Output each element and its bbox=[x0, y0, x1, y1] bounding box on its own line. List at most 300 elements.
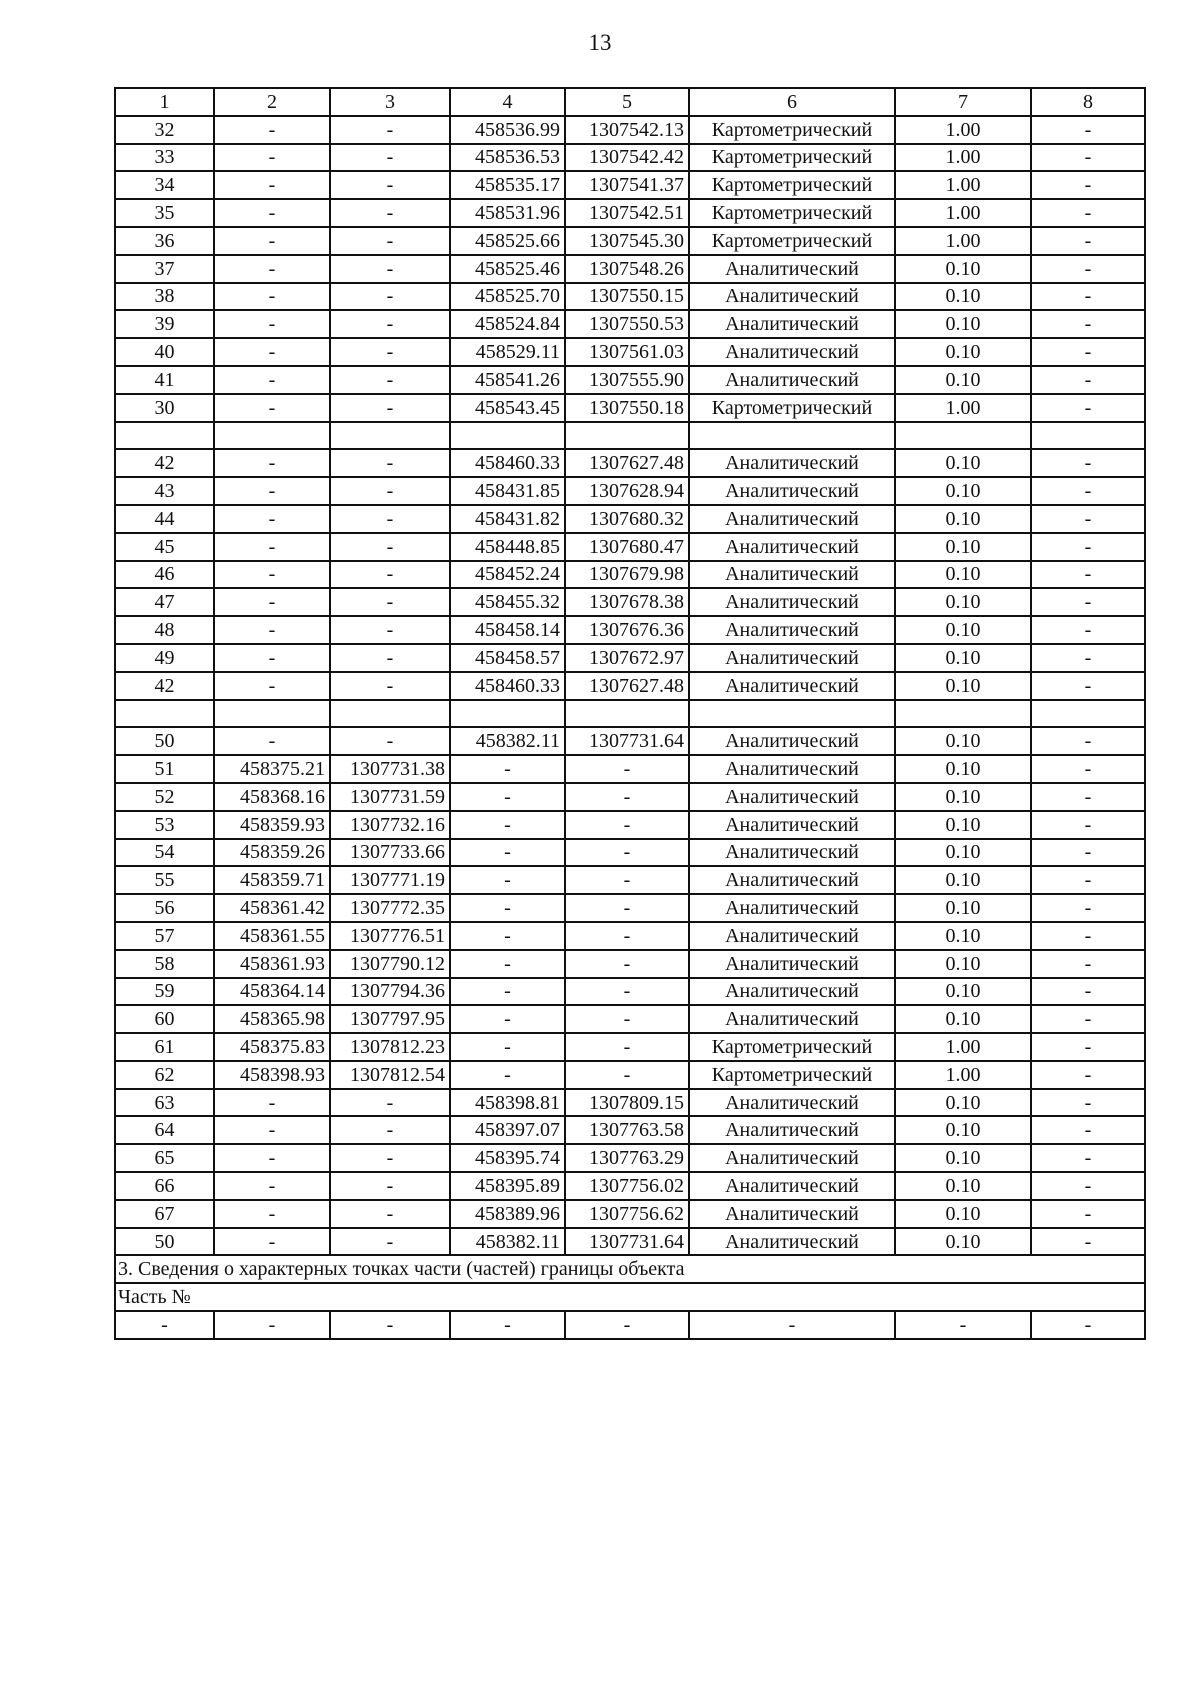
cell-coord-x-old: - bbox=[214, 588, 330, 616]
cell-coord-x-old: 458361.42 bbox=[214, 894, 330, 922]
table-row bbox=[115, 394, 1145, 422]
cell-coord-x: - bbox=[450, 978, 565, 1006]
cell-method: Аналитический bbox=[689, 727, 895, 755]
cell-method: Аналитический bbox=[689, 477, 895, 505]
cell-description: - bbox=[1031, 477, 1145, 505]
cell-description: - bbox=[1031, 588, 1145, 616]
cell-coord-x-old: - bbox=[214, 338, 330, 366]
cell-point-number bbox=[115, 700, 214, 728]
cell-coord-x: - bbox=[450, 839, 565, 867]
header-cell: 6 bbox=[689, 88, 895, 116]
cell-coord-y-old: - bbox=[330, 588, 450, 616]
table-section-row bbox=[115, 1255, 1145, 1283]
cell-coord-y: 1307678.38 bbox=[565, 588, 689, 616]
cell-coord-x-old: - bbox=[214, 1311, 330, 1339]
cell-precision bbox=[895, 422, 1031, 450]
table-row bbox=[115, 588, 1145, 616]
cell-description: - bbox=[1031, 866, 1145, 894]
cell-description bbox=[1031, 422, 1145, 450]
cell-precision: 0.10 bbox=[895, 644, 1031, 672]
cell-coord-x: 458458.14 bbox=[450, 616, 565, 644]
cell-precision: 1.00 bbox=[895, 116, 1031, 144]
cell-method: Аналитический bbox=[689, 533, 895, 561]
cell-point-number: 47 bbox=[115, 588, 214, 616]
cell-description: - bbox=[1031, 283, 1145, 311]
cell-point-number: 41 bbox=[115, 366, 214, 394]
cell-point-number: - bbox=[115, 1311, 214, 1339]
table-row bbox=[115, 950, 1145, 978]
cell-coord-x-old: - bbox=[214, 644, 330, 672]
cell-coord-y: 1307542.42 bbox=[565, 144, 689, 172]
cell-coord-y: 1307627.48 bbox=[565, 449, 689, 477]
table-row bbox=[115, 811, 1145, 839]
table-row bbox=[115, 1089, 1145, 1117]
cell-point-number: 46 bbox=[115, 561, 214, 589]
cell-coord-x: 458395.89 bbox=[450, 1172, 565, 1200]
cell-coord-x-old: - bbox=[214, 727, 330, 755]
cell-method: Аналитический bbox=[689, 338, 895, 366]
cell-method: Аналитический bbox=[689, 449, 895, 477]
table-row bbox=[115, 255, 1145, 283]
cell-precision: 1.00 bbox=[895, 394, 1031, 422]
cell-coord-y: 1307731.64 bbox=[565, 727, 689, 755]
cell-point-number: 35 bbox=[115, 199, 214, 227]
cell-method: Аналитический bbox=[689, 866, 895, 894]
cell-method: Аналитический bbox=[689, 310, 895, 338]
cell-coord-x: 458536.53 bbox=[450, 144, 565, 172]
cell-precision: 0.10 bbox=[895, 978, 1031, 1006]
cell-method: Аналитический bbox=[689, 950, 895, 978]
cell-coord-x-old: - bbox=[214, 672, 330, 700]
cell-description bbox=[1031, 700, 1145, 728]
cell-point-number: 40 bbox=[115, 338, 214, 366]
cell-coord-x: 458525.66 bbox=[450, 227, 565, 255]
cell-coord-x: - bbox=[450, 755, 565, 783]
cell-method: Картометрический bbox=[689, 144, 895, 172]
table-row bbox=[115, 644, 1145, 672]
cell-coord-y: 1307561.03 bbox=[565, 338, 689, 366]
cell-method: Картометрический bbox=[689, 394, 895, 422]
cell-coord-x: - bbox=[450, 894, 565, 922]
cell-precision: 0.10 bbox=[895, 616, 1031, 644]
cell-coord-y: - bbox=[565, 866, 689, 894]
cell-method bbox=[689, 700, 895, 728]
table-row bbox=[115, 477, 1145, 505]
cell-point-number: 63 bbox=[115, 1089, 214, 1117]
cell-precision: 0.10 bbox=[895, 755, 1031, 783]
cell-description: - bbox=[1031, 561, 1145, 589]
cell-coord-y: - bbox=[565, 839, 689, 867]
cell-coord-y: - bbox=[565, 1005, 689, 1033]
cell-coord-x: 458398.81 bbox=[450, 1089, 565, 1117]
cell-point-number: 55 bbox=[115, 866, 214, 894]
cell-method: Картометрический bbox=[689, 1033, 895, 1061]
table-row bbox=[115, 561, 1145, 589]
cell-description: - bbox=[1031, 783, 1145, 811]
cell-coord-x: 458382.11 bbox=[450, 1228, 565, 1256]
cell-description: - bbox=[1031, 1172, 1145, 1200]
cell-coord-y: 1307541.37 bbox=[565, 171, 689, 199]
table-row bbox=[115, 755, 1145, 783]
cell-description: - bbox=[1031, 1144, 1145, 1172]
table-row bbox=[115, 171, 1145, 199]
cell-coord-y-old: 1307733.66 bbox=[330, 839, 450, 867]
cell-precision: 0.10 bbox=[895, 338, 1031, 366]
cell-method: Аналитический bbox=[689, 588, 895, 616]
cell-point-number: 45 bbox=[115, 533, 214, 561]
cell-precision: 1.00 bbox=[895, 1061, 1031, 1089]
cell-coord-x: 458431.85 bbox=[450, 477, 565, 505]
cell-method: Аналитический bbox=[689, 811, 895, 839]
cell-coord-y: - bbox=[565, 950, 689, 978]
cell-point-number: 38 bbox=[115, 283, 214, 311]
cell-coord-x-old: 458364.14 bbox=[214, 978, 330, 1006]
table-row bbox=[115, 449, 1145, 477]
cell-description: - bbox=[1031, 199, 1145, 227]
cell-coord-y-old: 1307790.12 bbox=[330, 950, 450, 978]
cell-precision: 0.10 bbox=[895, 1172, 1031, 1200]
table-row bbox=[115, 700, 1145, 728]
cell-coord-y-old: - bbox=[330, 199, 450, 227]
cell-coord-x: - bbox=[450, 1061, 565, 1089]
cell-method: Картометрический bbox=[689, 171, 895, 199]
cell-point-number: 61 bbox=[115, 1033, 214, 1061]
cell-coord-x-old: - bbox=[214, 366, 330, 394]
cell-coord-y-old: - bbox=[330, 533, 450, 561]
cell-coord-y-old: - bbox=[330, 1311, 450, 1339]
cell-precision: 1.00 bbox=[895, 144, 1031, 172]
cell-method: Аналитический bbox=[689, 644, 895, 672]
cell-coord-y-old: - bbox=[330, 310, 450, 338]
cell-coord-x: - bbox=[450, 866, 565, 894]
cell-method: Аналитический bbox=[689, 839, 895, 867]
cell-coord-y-old: - bbox=[330, 1116, 450, 1144]
cell-point-number: 44 bbox=[115, 505, 214, 533]
cell-coord-x-old: - bbox=[214, 255, 330, 283]
cell-point-number: 58 bbox=[115, 950, 214, 978]
cell-method: Аналитический bbox=[689, 672, 895, 700]
cell-coord-x: 458535.17 bbox=[450, 171, 565, 199]
cell-coord-x: 458389.96 bbox=[450, 1200, 565, 1228]
cell-coord-y: 1307763.29 bbox=[565, 1144, 689, 1172]
table-row bbox=[115, 672, 1145, 700]
cell-coord-y-old: - bbox=[330, 477, 450, 505]
cell-coord-y-old: - bbox=[330, 144, 450, 172]
cell-coord-y-old: 1307794.36 bbox=[330, 978, 450, 1006]
page-number: 13 bbox=[588, 30, 612, 55]
table-row bbox=[115, 338, 1145, 366]
cell-coord-y: 1307680.47 bbox=[565, 533, 689, 561]
table-row bbox=[115, 894, 1145, 922]
cell-precision bbox=[895, 700, 1031, 728]
cell-precision: 0.10 bbox=[895, 1116, 1031, 1144]
cell-coord-x: 458531.96 bbox=[450, 199, 565, 227]
cell-coord-y: - bbox=[565, 755, 689, 783]
cell-coord-x: 458397.07 bbox=[450, 1116, 565, 1144]
cell-point-number: 64 bbox=[115, 1116, 214, 1144]
cell-coord-y-old: - bbox=[330, 644, 450, 672]
table-row bbox=[115, 366, 1145, 394]
cell-precision: 0.10 bbox=[895, 366, 1031, 394]
cell-description: - bbox=[1031, 1089, 1145, 1117]
table-row bbox=[115, 1061, 1145, 1089]
cell-precision: 0.10 bbox=[895, 1144, 1031, 1172]
cell-coord-x: 458395.74 bbox=[450, 1144, 565, 1172]
cell-coord-x: 458541.26 bbox=[450, 366, 565, 394]
cell-coord-x-old: 458365.98 bbox=[214, 1005, 330, 1033]
cell-precision: 0.10 bbox=[895, 533, 1031, 561]
cell-description: - bbox=[1031, 227, 1145, 255]
cell-coord-y-old: - bbox=[330, 338, 450, 366]
cell-coord-x-old: - bbox=[214, 283, 330, 311]
cell-coord-y: 1307548.26 bbox=[565, 255, 689, 283]
cell-coord-y-old: 1307731.38 bbox=[330, 755, 450, 783]
cell-point-number: 56 bbox=[115, 894, 214, 922]
cell-description: - bbox=[1031, 1005, 1145, 1033]
cell-coord-x-old: - bbox=[214, 116, 330, 144]
cell-method: Аналитический bbox=[689, 1144, 895, 1172]
cell-precision: 0.10 bbox=[895, 922, 1031, 950]
cell-precision: 0.10 bbox=[895, 477, 1031, 505]
cell-coord-y: - bbox=[565, 894, 689, 922]
cell-coord-y-old: - bbox=[330, 1172, 450, 1200]
header-cell: 3 bbox=[330, 88, 450, 116]
cell-coord-y-old: - bbox=[330, 116, 450, 144]
cell-coord-x: 458455.32 bbox=[450, 588, 565, 616]
cell-coord-x-old: 458375.21 bbox=[214, 755, 330, 783]
cell-coord-x-old: 458398.93 bbox=[214, 1061, 330, 1089]
cell-method: Аналитический bbox=[689, 1116, 895, 1144]
cell-point-number: 33 bbox=[115, 144, 214, 172]
cell-method: Аналитический bbox=[689, 1005, 895, 1033]
cell-coord-x: - bbox=[450, 811, 565, 839]
cell-coord-y: 1307542.13 bbox=[565, 116, 689, 144]
table-row bbox=[115, 1033, 1145, 1061]
cell-coord-y bbox=[565, 422, 689, 450]
cell-description: - bbox=[1031, 449, 1145, 477]
cell-coord-y-old: - bbox=[330, 366, 450, 394]
cell-coord-y-old: - bbox=[330, 616, 450, 644]
cell-description: - bbox=[1031, 978, 1145, 1006]
table-row bbox=[115, 422, 1145, 450]
cell-coord-x-old: - bbox=[214, 1144, 330, 1172]
cell-coord-y-old: - bbox=[330, 1089, 450, 1117]
cell-precision: 0.10 bbox=[895, 1200, 1031, 1228]
table-body bbox=[115, 88, 1145, 1339]
cell-point-number: 36 bbox=[115, 227, 214, 255]
cell-description: - bbox=[1031, 1061, 1145, 1089]
cell-description: - bbox=[1031, 338, 1145, 366]
cell-coord-y: 1307542.51 bbox=[565, 199, 689, 227]
cell-point-number: 34 bbox=[115, 171, 214, 199]
cell-coord-x-old: 458368.16 bbox=[214, 783, 330, 811]
cell-coord-y-old: - bbox=[330, 171, 450, 199]
cell-coord-y: 1307555.90 bbox=[565, 366, 689, 394]
cell-coord-y: 1307627.48 bbox=[565, 672, 689, 700]
cell-method: Картометрический bbox=[689, 199, 895, 227]
table-row bbox=[115, 839, 1145, 867]
cell-description: - bbox=[1031, 505, 1145, 533]
cell-coord-y: 1307763.58 bbox=[565, 1116, 689, 1144]
cell-precision: 0.10 bbox=[895, 255, 1031, 283]
cell-description: - bbox=[1031, 894, 1145, 922]
cell-method: Аналитический bbox=[689, 1228, 895, 1256]
cell-method: Аналитический bbox=[689, 755, 895, 783]
cell-coord-y: 1307731.64 bbox=[565, 1228, 689, 1256]
cell-coord-x-old: - bbox=[214, 171, 330, 199]
cell-coord-y: - bbox=[565, 1061, 689, 1089]
cell-description: - bbox=[1031, 811, 1145, 839]
cell-coord-x-old: - bbox=[214, 1228, 330, 1256]
table-row bbox=[115, 1116, 1145, 1144]
cell-point-number: 32 bbox=[115, 116, 214, 144]
cell-method: Аналитический bbox=[689, 1172, 895, 1200]
cell-coord-x bbox=[450, 422, 565, 450]
cell-precision: 0.10 bbox=[895, 283, 1031, 311]
cell-coord-y-old: - bbox=[330, 255, 450, 283]
table-row bbox=[115, 1005, 1145, 1033]
cell-precision: 0.10 bbox=[895, 561, 1031, 589]
table-row bbox=[115, 783, 1145, 811]
cell-coord-x-old: - bbox=[214, 1172, 330, 1200]
cell-coord-y-old: 1307776.51 bbox=[330, 922, 450, 950]
cell-point-number: 49 bbox=[115, 644, 214, 672]
table-row bbox=[115, 866, 1145, 894]
table-row bbox=[115, 1200, 1145, 1228]
cell-coord-y: 1307672.97 bbox=[565, 644, 689, 672]
cell-coord-y: 1307756.62 bbox=[565, 1200, 689, 1228]
cell-description: - bbox=[1031, 727, 1145, 755]
cell-point-number: 67 bbox=[115, 1200, 214, 1228]
cell-point-number: 51 bbox=[115, 755, 214, 783]
section-label: Часть № bbox=[115, 1283, 1145, 1311]
cell-coord-y: 1307679.98 bbox=[565, 561, 689, 589]
header-cell: 2 bbox=[214, 88, 330, 116]
cell-precision: 0.10 bbox=[895, 950, 1031, 978]
cell-coord-x: 458431.82 bbox=[450, 505, 565, 533]
cell-coord-y-old: - bbox=[330, 505, 450, 533]
cell-coord-x bbox=[450, 700, 565, 728]
cell-precision: 0.10 bbox=[895, 588, 1031, 616]
cell-coord-x-old: - bbox=[214, 505, 330, 533]
cell-description: - bbox=[1031, 366, 1145, 394]
cell-method: Аналитический bbox=[689, 894, 895, 922]
cell-point-number: 60 bbox=[115, 1005, 214, 1033]
cell-coord-y-old: 1307732.16 bbox=[330, 811, 450, 839]
cell-coord-y-old: - bbox=[330, 394, 450, 422]
cell-point-number: 43 bbox=[115, 477, 214, 505]
cell-coord-y-old: 1307771.19 bbox=[330, 866, 450, 894]
cell-precision: 0.10 bbox=[895, 505, 1031, 533]
cell-coord-y: 1307809.15 bbox=[565, 1089, 689, 1117]
cell-coord-y: 1307550.15 bbox=[565, 283, 689, 311]
cell-coord-x: 458529.11 bbox=[450, 338, 565, 366]
cell-description: - bbox=[1031, 950, 1145, 978]
header-cell: 8 bbox=[1031, 88, 1145, 116]
cell-precision: - bbox=[895, 1311, 1031, 1339]
cell-coord-y: - bbox=[565, 1033, 689, 1061]
cell-point-number: 62 bbox=[115, 1061, 214, 1089]
cell-coord-y: 1307550.53 bbox=[565, 310, 689, 338]
cell-coord-x: - bbox=[450, 1033, 565, 1061]
cell-description: - bbox=[1031, 394, 1145, 422]
cell-coord-x-old: - bbox=[214, 449, 330, 477]
cell-description: - bbox=[1031, 922, 1145, 950]
cell-coord-y-old bbox=[330, 422, 450, 450]
cell-coord-x-old: - bbox=[214, 561, 330, 589]
cell-point-number: 37 bbox=[115, 255, 214, 283]
cell-description: - bbox=[1031, 1228, 1145, 1256]
cell-coord-y-old: 1307772.35 bbox=[330, 894, 450, 922]
table-row bbox=[115, 199, 1145, 227]
cell-coord-y-old: 1307797.95 bbox=[330, 1005, 450, 1033]
table-row bbox=[115, 1172, 1145, 1200]
cell-point-number: 30 bbox=[115, 394, 214, 422]
cell-precision: 0.10 bbox=[895, 839, 1031, 867]
cell-coord-x: - bbox=[450, 1311, 565, 1339]
cell-precision: 0.10 bbox=[895, 894, 1031, 922]
cell-coord-y-old bbox=[330, 700, 450, 728]
cell-coord-x-old: 458361.55 bbox=[214, 922, 330, 950]
section-label: 3. Сведения о характерных точках части (частей) границы объекта bbox=[115, 1255, 1145, 1283]
cell-point-number: 53 bbox=[115, 811, 214, 839]
cell-coord-x-old: - bbox=[214, 477, 330, 505]
cell-precision: 0.10 bbox=[895, 449, 1031, 477]
cell-method: Картометрический bbox=[689, 1061, 895, 1089]
header-cell: 1 bbox=[115, 88, 214, 116]
cell-coord-x-old bbox=[214, 700, 330, 728]
table-row bbox=[115, 283, 1145, 311]
cell-coord-x-old: - bbox=[214, 1116, 330, 1144]
cell-coord-y-old: - bbox=[330, 1144, 450, 1172]
cell-precision: 0.10 bbox=[895, 672, 1031, 700]
cell-method: Аналитический bbox=[689, 616, 895, 644]
cell-precision: 1.00 bbox=[895, 227, 1031, 255]
cell-description: - bbox=[1031, 755, 1145, 783]
cell-precision: 0.10 bbox=[895, 727, 1031, 755]
cell-coord-y: - bbox=[565, 978, 689, 1006]
cell-coord-y: 1307756.02 bbox=[565, 1172, 689, 1200]
cell-coord-x: 458448.85 bbox=[450, 533, 565, 561]
cell-coord-x-old: - bbox=[214, 1089, 330, 1117]
cell-coord-y: 1307545.30 bbox=[565, 227, 689, 255]
cell-coord-x-old: - bbox=[214, 144, 330, 172]
cell-description: - bbox=[1031, 255, 1145, 283]
cell-coord-x-old: 458375.83 bbox=[214, 1033, 330, 1061]
cell-coord-y: 1307680.32 bbox=[565, 505, 689, 533]
cell-description: - bbox=[1031, 116, 1145, 144]
cell-coord-x: 458460.33 bbox=[450, 449, 565, 477]
cell-coord-x-old: - bbox=[214, 199, 330, 227]
cell-point-number: 54 bbox=[115, 839, 214, 867]
cell-point-number: 52 bbox=[115, 783, 214, 811]
cell-method: Аналитический bbox=[689, 922, 895, 950]
cell-point-number: 65 bbox=[115, 1144, 214, 1172]
cell-point-number bbox=[115, 422, 214, 450]
cell-coord-y-old: - bbox=[330, 727, 450, 755]
table-section-row bbox=[115, 1283, 1145, 1311]
cell-method: Аналитический bbox=[689, 255, 895, 283]
cell-coord-y bbox=[565, 700, 689, 728]
cell-method bbox=[689, 422, 895, 450]
cell-method: - bbox=[689, 1311, 895, 1339]
cell-coord-y-old: - bbox=[330, 227, 450, 255]
cell-description: - bbox=[1031, 310, 1145, 338]
cell-description: - bbox=[1031, 644, 1145, 672]
cell-method: Картометрический bbox=[689, 116, 895, 144]
cell-coord-y: - bbox=[565, 783, 689, 811]
cell-description: - bbox=[1031, 1200, 1145, 1228]
